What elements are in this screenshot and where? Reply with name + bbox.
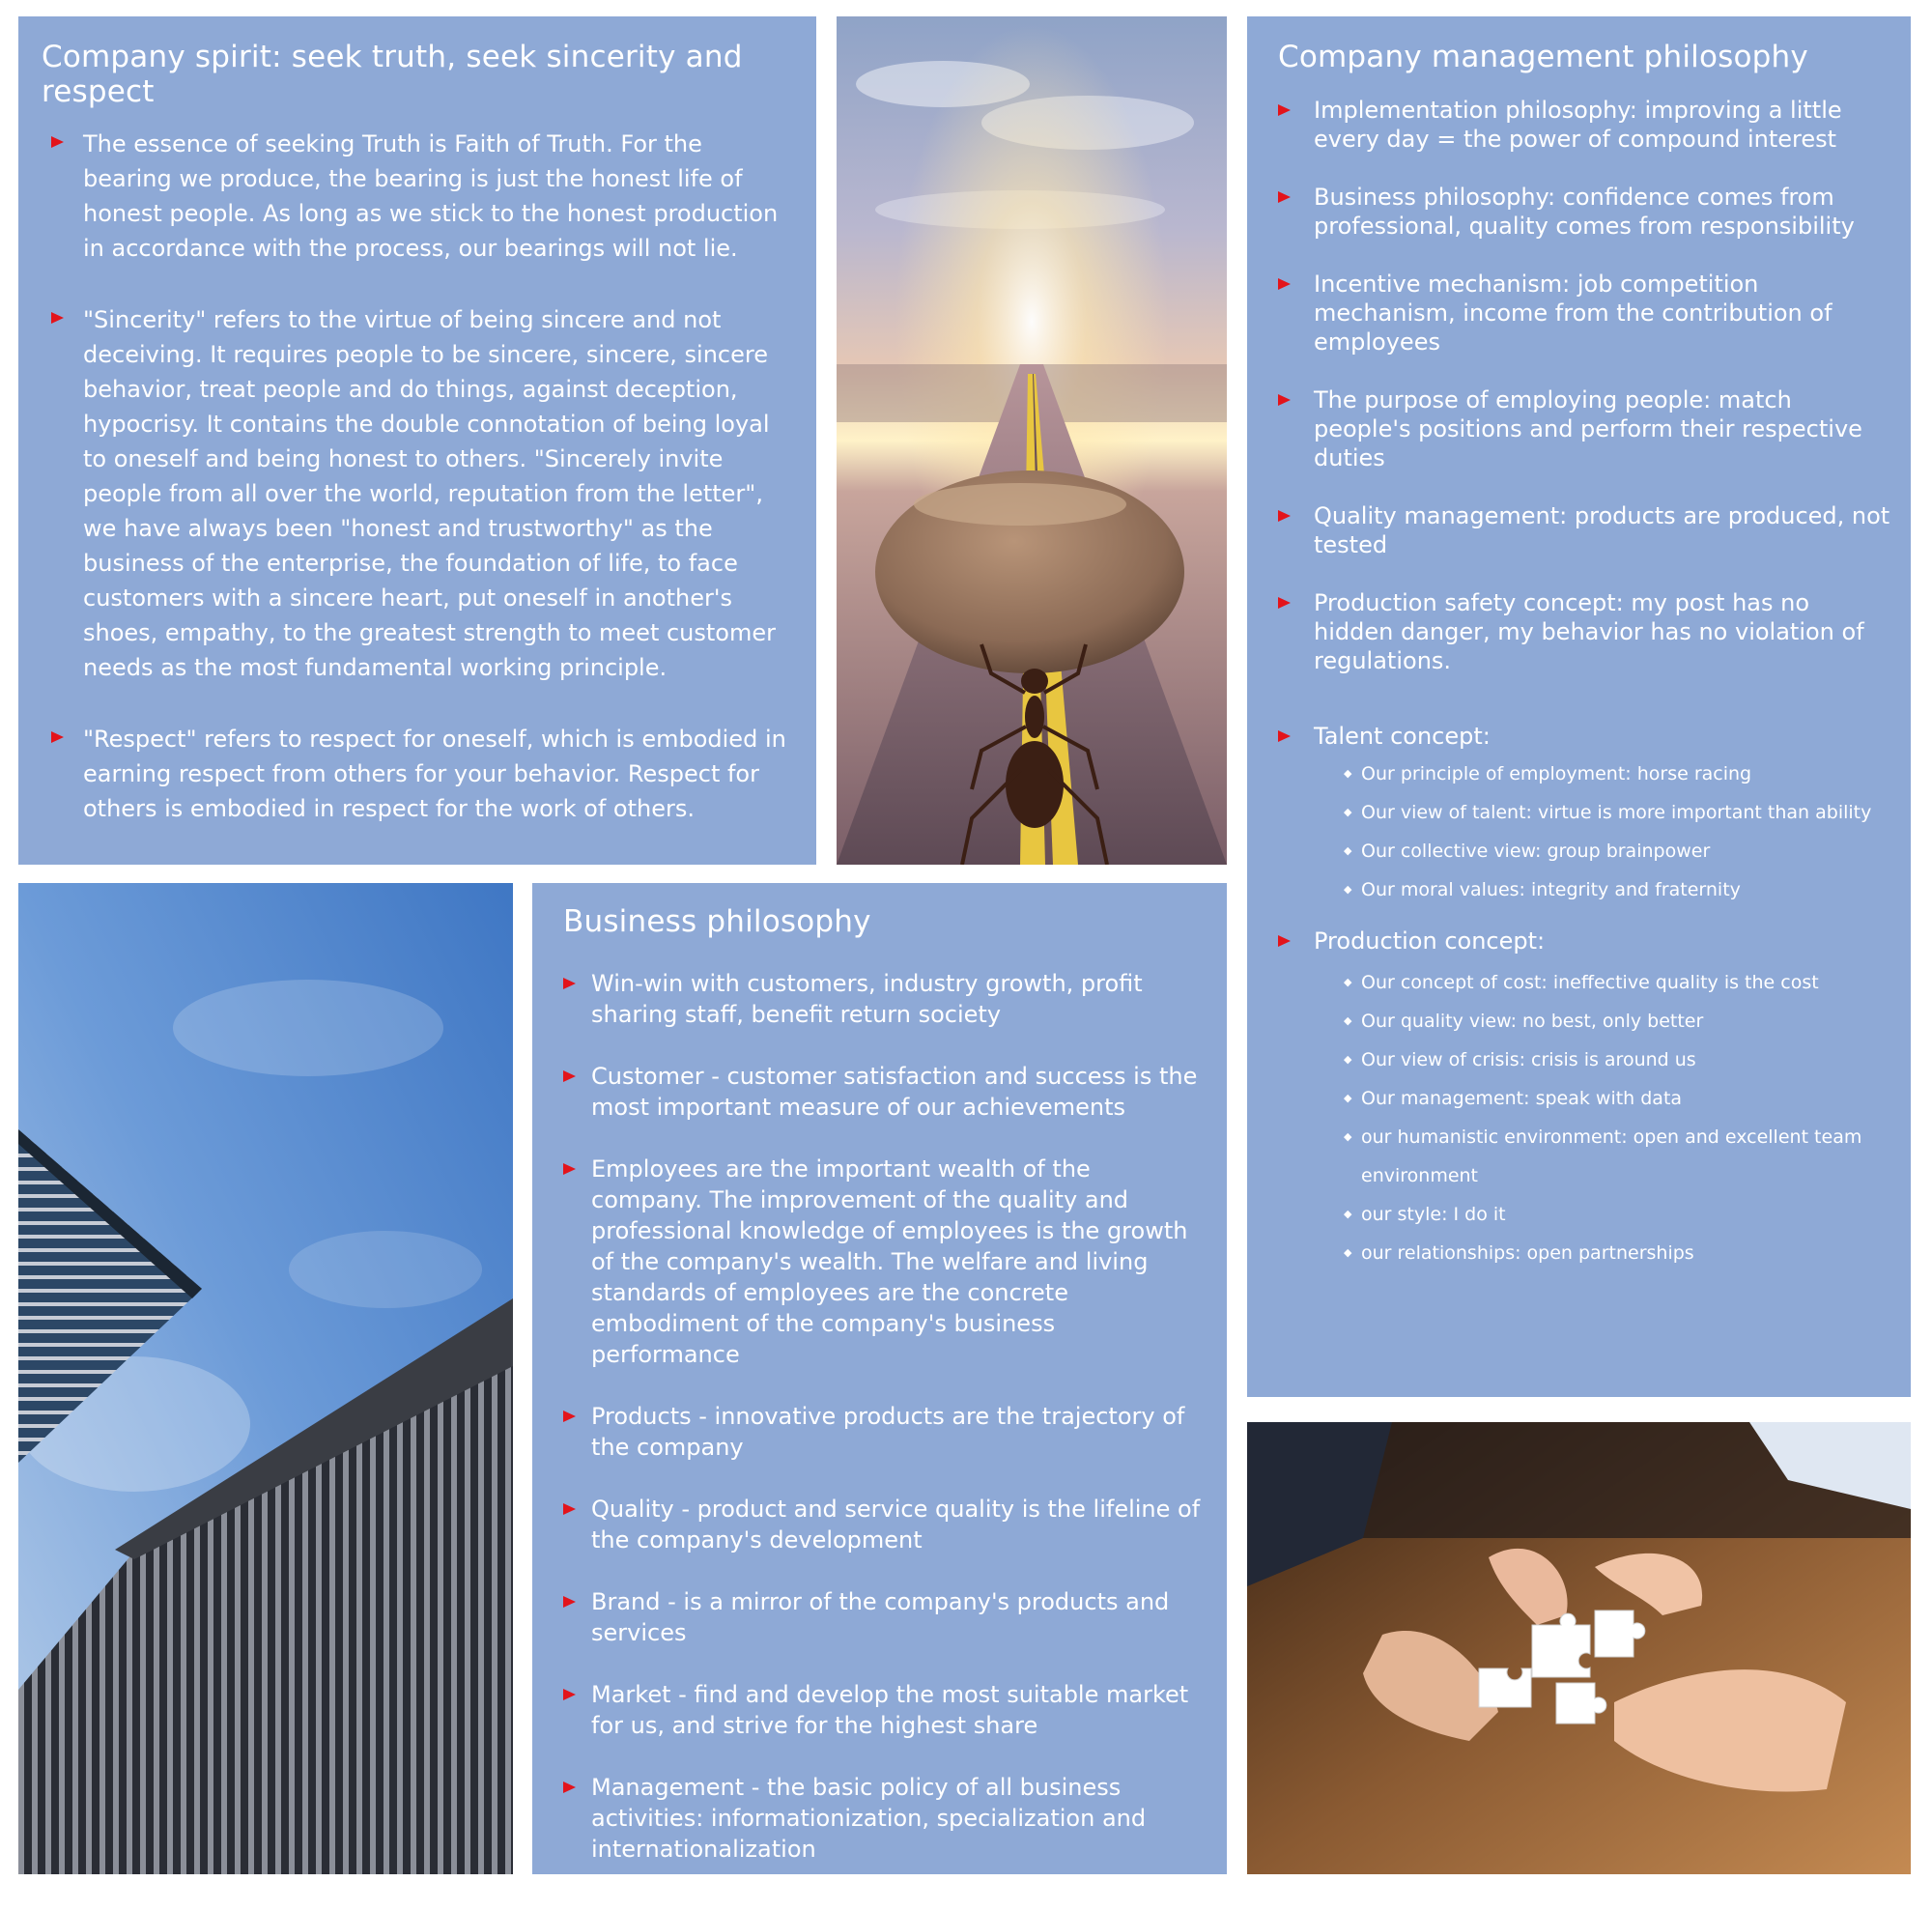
business-philosophy-title: Business philosophy (563, 904, 871, 939)
arrow-bullet-icon (1278, 191, 1291, 203)
arrow-bullet-icon (563, 1596, 576, 1608)
list-item-text: Employees are the important wealth of the company. The improvement of the quality and professional knowledge of employees is the growth of the company's wealth. The welfare and living standards of employees are the concrete embodiment of the company's business performance (591, 1155, 1188, 1368)
company-spirit-title: Company spirit: seek truth, seek sincerity and respect (42, 40, 743, 109)
list-item-text: The essence of seeking Truth is Faith of Truth. For the bearing we produce, the bearing is just the honest life of honest people. As long as we stick to the honest production in accordance with the process, our bearings will not lie. (83, 130, 779, 262)
sub-list-item: ◆ Our view of talent: virtue is more important than ability (1344, 793, 1891, 832)
list-item-text: Win-win with customers, industry growth, profit sharing staff, benefit return society (591, 970, 1143, 1028)
list-item (563, 1679, 1208, 1741)
arrow-bullet-icon (1278, 104, 1291, 116)
list-item (563, 1772, 1208, 1865)
production-concept-item (1278, 926, 1891, 1272)
arrow-bullet-icon (1278, 730, 1291, 742)
arrow-bullet-icon (1278, 935, 1291, 947)
list-item (563, 1401, 1208, 1463)
arrow-bullet-icon (563, 978, 576, 989)
sub-list-item: ◆ our style: I do it (1344, 1195, 1891, 1234)
sub-list-item: ◆ Our collective view: group brainpower (1344, 832, 1891, 870)
sub-list-item: ◆ our humanistic environment: open and excellent team environment (1344, 1118, 1891, 1195)
arrow-bullet-icon (563, 1163, 576, 1175)
arrow-bullet-icon (1278, 394, 1291, 406)
management-philosophy-list (1278, 96, 1891, 1272)
talent-concept-sublist (1278, 755, 1891, 909)
arrow-bullet-icon (1278, 278, 1291, 290)
building-image (18, 883, 513, 1874)
production-concept-label: Production concept: (1314, 927, 1546, 955)
list-item-text: Management - the basic policy of all business activities: informationization, specialization and internationalization (591, 1774, 1147, 1863)
talent-concept-item (1278, 722, 1891, 909)
company-spirit-panel (18, 16, 816, 865)
business-philosophy-list (563, 968, 1208, 1865)
arrow-bullet-icon (563, 1689, 576, 1700)
arrow-bullet-icon (51, 312, 64, 324)
sub-list-item: ◆ Our management: speak with data (1344, 1079, 1891, 1118)
management-philosophy-title: Company management philosophy (1278, 40, 1808, 74)
sub-list-item: ◆ Our principle of employment: horse racing (1344, 755, 1891, 793)
list-item-text: Quality - product and service quality is the lifeline of the company's development (591, 1496, 1201, 1554)
list-item (1278, 96, 1891, 154)
list-item-text: Products - innovative products are the trajectory of the company (591, 1403, 1185, 1461)
arrow-bullet-icon (563, 1782, 576, 1793)
arrow-bullet-icon (1278, 597, 1291, 609)
list-item-text: The purpose of employing people: match people's positions and perform their respective duties (1314, 386, 1862, 471)
list-item (18, 127, 795, 266)
sub-list-item: ◆ Our view of crisis: crisis is around us (1344, 1041, 1891, 1079)
list-item-text: "Respect" refers to respect for oneself, which is embodied in earning respect from others for your behavior. Respect for others is embodied in respect for the work of others. (83, 726, 786, 822)
list-item-text: Implementation philosophy: improving a little every day = the power of compound interest (1314, 97, 1842, 153)
list-item (563, 1494, 1208, 1555)
arrow-bullet-icon (563, 1503, 576, 1515)
list-item (563, 1154, 1208, 1370)
sub-list-item: ◆ Our concept of cost: ineffective quality is the cost (1344, 963, 1891, 1002)
list-item-text: Customer - customer satisfaction and success is the most important measure of our achievements (591, 1063, 1198, 1121)
sub-list-item: ◆ our relationships: open partnerships (1344, 1234, 1891, 1272)
list-item-text: Production safety concept: my post has no hidden danger, my behavior has no violation of regulations. (1314, 589, 1864, 674)
business-philosophy-panel (532, 883, 1227, 1874)
list-item (1278, 270, 1891, 356)
list-item (1278, 588, 1891, 675)
sub-list-item: ◆ Our moral values: integrity and fraternity (1344, 870, 1891, 909)
list-item (563, 1061, 1208, 1123)
list-item-text: Market - find and develop the most suitable market for us, and strive for the highest share (591, 1681, 1189, 1739)
list-item (563, 968, 1208, 1030)
arrow-bullet-icon (51, 136, 64, 148)
list-item-text: Brand - is a mirror of the company's products and services (591, 1588, 1170, 1646)
arrow-bullet-icon (563, 1070, 576, 1082)
company-spirit-list (42, 127, 795, 826)
arrow-bullet-icon (563, 1411, 576, 1422)
list-item (18, 302, 795, 685)
list-item (1278, 501, 1891, 559)
arrow-bullet-icon (1278, 510, 1291, 522)
arrow-bullet-icon (51, 731, 64, 743)
sub-list-item: ◆ Our quality view: no best, only better (1344, 1002, 1891, 1041)
list-item-text: Incentive mechanism: job competition mechanism, income from the contribution of employees (1314, 271, 1833, 356)
puzzle-teamwork-image (1247, 1422, 1911, 1874)
list-item (1278, 183, 1891, 241)
production-concept-sublist (1278, 963, 1891, 1272)
talent-concept-label: Talent concept: (1314, 723, 1491, 750)
list-item (1278, 385, 1891, 472)
list-item-text: "Sincerity" refers to the virtue of being sincere and not deceiving. It requires people to be sincere, sincere, sincere behavior, treat people and do things, against deception, hypocrisy. It contains the double connotation of being loyal to oneself and being honest to others. "Sincerely invite people from all over the world, reputation from the letter", we have always been "honest and trustworthy" as the business of the enterprise, the foundation of life, to face customers with a sincere heart, put oneself in another's shoes, empathy, to the greatest strength to meet customer needs as the most fundamental working principle. (83, 306, 776, 681)
management-philosophy-panel (1247, 16, 1911, 1397)
list-item (563, 1586, 1208, 1648)
list-item-text: Quality management: products are produced, not tested (1314, 502, 1890, 558)
list-item (18, 722, 795, 826)
ant-road-image (837, 16, 1227, 865)
list-item-text: Business philosophy: confidence comes from professional, quality comes from responsibility (1314, 184, 1855, 240)
